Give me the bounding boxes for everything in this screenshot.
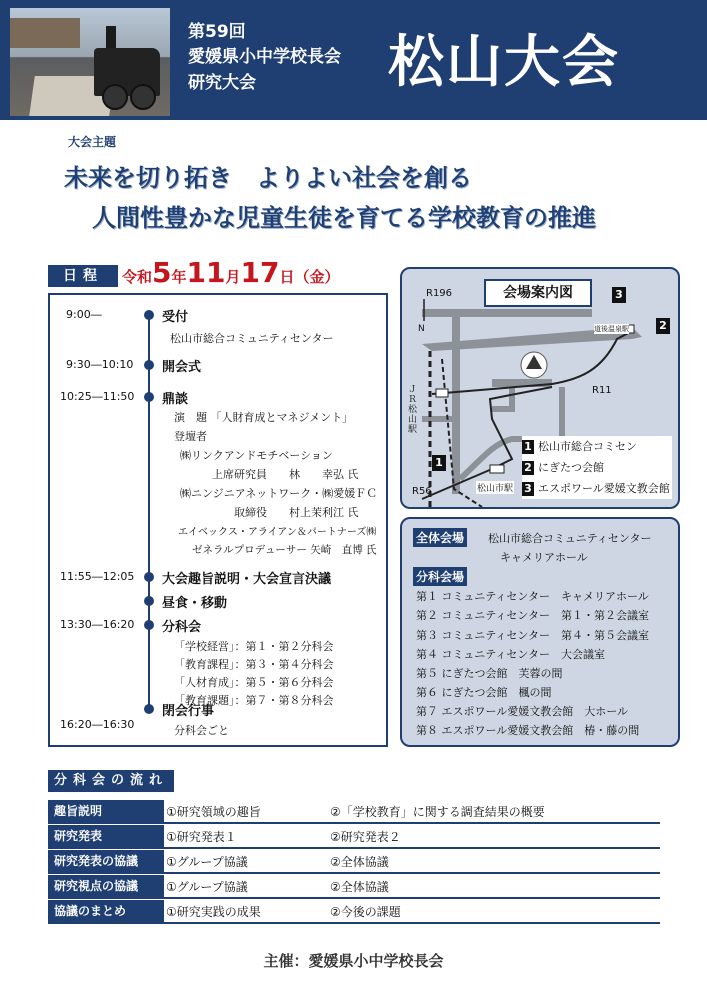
schedule-title: 昼食・移動	[162, 596, 228, 611]
sub-venue-row: 第１ コミュニティセンター キャメリアホール	[416, 590, 649, 603]
flow-step-b: ②全体協議	[330, 880, 389, 894]
flow-step-b: ②今後の課題	[330, 905, 401, 919]
schedule-time: 11:55―12:05	[60, 570, 135, 583]
organization-label: 愛媛県小中学校長会	[188, 47, 341, 67]
road-label-r196: R196	[426, 288, 453, 299]
main-venue-tag: 全体会場	[413, 528, 467, 547]
flow-row-label: 研究発表	[48, 825, 164, 847]
schedule-detail: ㈱リンクアンドモチベーション	[180, 449, 333, 462]
timeline-dot	[144, 572, 154, 582]
flow-step-a: ①研究実践の成果	[166, 905, 261, 919]
map-marker-2: 2	[656, 318, 670, 334]
schedule-tag: 日程	[48, 265, 118, 287]
flow-step-a: ①グループ協議	[166, 855, 248, 869]
dogo-onsen-station-label: 道後温泉駅	[594, 325, 629, 333]
schedule-time: 13:30―16:20	[60, 618, 135, 631]
schedule-title: 大会趣旨説明・大会宣言決議	[162, 572, 332, 587]
sub-venue-row: 第８ エスポワール愛媛文教会館 椿・藤の間	[416, 724, 640, 737]
timeline-dot	[144, 596, 154, 606]
schedule-timeline	[148, 315, 150, 710]
event-label: 研究大会	[188, 73, 256, 93]
timeline-dot	[144, 620, 154, 630]
sub-venue-row: 第５ にぎたつ会館 芙蓉の間	[416, 667, 563, 680]
schedule-detail: 分科会ごと	[174, 724, 229, 737]
flow-row	[48, 850, 660, 874]
schedule-detail: 演 題 「人財育成とマネジメント」	[174, 411, 354, 424]
sub-venue-row: 第３ コミュニティセンター 第４・第５会議室	[416, 629, 649, 642]
sub-venue-row: 第４ コミュニティセンター 大会議室	[416, 648, 605, 661]
sub-venue-tag: 分科会場	[413, 567, 467, 586]
flow-row	[48, 900, 660, 924]
schedule-detail: 松山市総合コミュニティセンター	[170, 332, 334, 345]
sub-venue-row: 第２ コミュニティセンター 第１・第２会議室	[416, 609, 649, 622]
schedule-detail: 取締役 村上茉利江 氏	[234, 506, 359, 519]
timeline-dot	[144, 360, 154, 370]
map-marker-1: 1	[432, 455, 446, 471]
map-legend-item: 2 にぎたつ会館	[522, 457, 672, 478]
schedule-detail: 「学校経営」：第１・第２分科会	[174, 640, 334, 653]
flow-row-label: 趣旨説明	[48, 800, 164, 822]
schedule-time: 10:25―11:50	[60, 390, 135, 403]
schedule-detail: 「教育課程」：第３・第４分科会	[174, 658, 334, 671]
flow-tag: 分科会の流れ	[48, 770, 174, 792]
flow-step-a: ①グループ協議	[166, 880, 248, 894]
sponsor-line: 主催：愛媛県小中学校長会	[263, 952, 444, 970]
schedule-detail: エイベックス・アライアン＆パートナーズ㈱	[178, 527, 377, 538]
schedule-time: 9:30―10:10	[66, 358, 134, 371]
page-title: 松山大会	[388, 30, 620, 95]
flow-step-b: ②全体協議	[330, 855, 389, 869]
schedule-detail: 「教育課題」：第７・第８分科会	[174, 694, 334, 707]
map-legend-item: 1 松山市総合コミセン	[522, 436, 672, 457]
main-venue-hall: キャメリアホール	[500, 551, 588, 564]
flow-row-label: 協議のまとめ	[48, 900, 164, 922]
map-legend	[522, 436, 672, 499]
schedule-time: 9:00―	[66, 308, 102, 321]
schedule-detail: 「人材育成」：第５・第６分科会	[174, 676, 334, 689]
schedule-title: 鼎談	[162, 392, 189, 407]
map-title: 会場案内図	[484, 279, 592, 307]
flow-step-a: ①研究領域の趣旨	[166, 805, 261, 819]
svg-text:N: N	[418, 324, 425, 334]
road-label-r56: R56	[412, 486, 432, 497]
map-legend-item: 3 エスポワール愛媛文教会館	[522, 478, 672, 499]
flow-row	[48, 825, 660, 849]
flow-step-a: ①研究発表１	[166, 830, 237, 844]
flow-row	[48, 800, 660, 824]
schedule-detail: ㈱ニンジニアネットワーク・㈱愛媛ＦＣ	[180, 487, 378, 500]
theme-label: 大会主題	[68, 135, 117, 149]
matsuyamashi-station-label: 松山市駅	[476, 481, 514, 494]
timeline-dot	[144, 310, 154, 320]
map-marker-3: 3	[612, 287, 626, 303]
schedule-detail: ゼネラルプロデューサー 矢崎 直博 氏	[192, 544, 377, 556]
jr-matsuyama-station-label: ＪＲ松山駅	[408, 385, 418, 435]
schedule-title: 受付	[162, 310, 189, 325]
flow-row	[48, 875, 660, 899]
flow-step-b: ②研究発表２	[330, 830, 401, 844]
schedule-title: 開会式	[162, 360, 202, 375]
schedule-detail: 上席研究員 林 幸弘 氏	[212, 468, 359, 481]
sub-venue-row: 第７ エスポワール愛媛文教会館 大ホール	[416, 705, 629, 718]
schedule-detail: 登壇者	[174, 430, 207, 443]
flow-step-b: ②「学校教育」に関する調査結果の概要	[330, 805, 545, 819]
theme-line-1: 未来を切り拓き よりよい社会を創る	[64, 164, 472, 192]
sub-venue-row: 第６ にぎたつ会館 楓の間	[416, 686, 552, 699]
schedule-title: 分科会	[162, 620, 202, 635]
flow-row-label: 研究視点の協議	[48, 875, 164, 897]
edition-label: 第59回	[188, 22, 246, 42]
road-label-r11: R11	[592, 385, 612, 396]
main-venue-name: 松山市総合コミュニティセンター	[488, 532, 652, 545]
flow-row-label: 研究発表の協議	[48, 850, 164, 872]
header-photo-steam-locomotive	[10, 8, 170, 116]
schedule-date: 令和5年11月17日（金）	[122, 256, 340, 289]
theme-line-2: 人間性豊かな児童生徒を育てる学校教育の推進	[92, 204, 596, 232]
timeline-dot	[144, 392, 154, 402]
timeline-dot	[144, 704, 154, 714]
schedule-title: 閉会行事	[162, 704, 215, 719]
schedule-time: 16:20―16:30	[60, 718, 135, 731]
